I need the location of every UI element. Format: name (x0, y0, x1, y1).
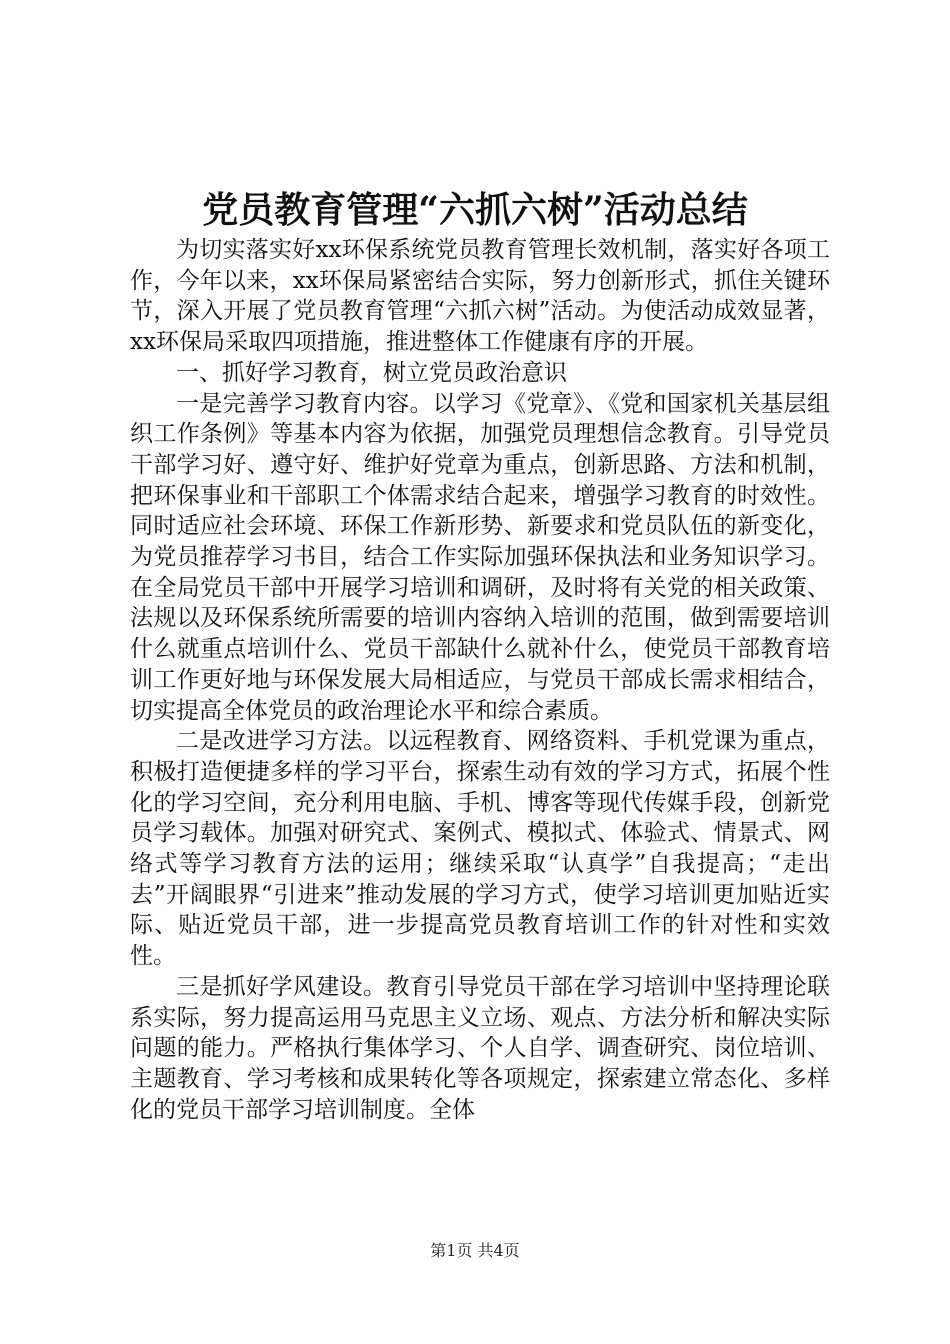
intro-paragraph: 为切实落实好xx环保系统党员教育管理长效机制，落实好各项工作，今年以来，xx环保局紧密结合实际，努力创新形式，抓住关键环节，深入开展了党员教育管理“六抓六树”活动。为使活动成效显著，xx环保局采取四项措施，推进整体工作健康有序的开展。 (130, 237, 830, 356)
document-title: 党员教育管理“六抓六树”活动总结 (202, 189, 748, 231)
document-body (130, 235, 830, 1125)
paragraph-learning-content: 一是完善学习教育内容。以学习《党章》、《党和国家机关基层组织工作条例》等基本内容为依据，加强党员理想信念教育。引导党员干部学习好、遵守好、维护好党章为重点，创新思路、方法和机制，把环保事业和干部职工个体需求结合起来，增强学习教育的时效性。同时适应社会环境、环保工作新形势、新要求和党员队伍的新变化，为党员推荐学习书目，结合工作实际加强环保执法和业务知识学习。在全局党员干部中开展学习培训和调研，及时将有关党的相关政策、法规以及环保系统所需要的培训内容纳入培训的范围，做到需要培训什么就重点培训什么、党员干部缺什么就补什么，使党员干部教育培训工作更好地与环保发展大局相适应，与党员干部成长需求相结合，切实提高全体党员的政治理论水平和综合素质。 (130, 390, 830, 724)
paragraph-learning-methods: 二是改进学习方法。以远程教育、网络资料、手机党课为重点，积极打造便捷多样的学习平台，探索生动有效的学习方式，拓展个性化的学习空间，充分利用电脑、手机、博客等现代传媒手段，创新党员学习载体。加强对研究式、案例式、模拟式、体验式、情景式、网络式等学习教育方法的运用；继续采取“认真学”自我提高；“走出去”开阔眼界“引进来”推动发展的学习方式，使学习培训更加贴近实际、贴近党员干部，进一步提高党员教育培训工作的针对性和实效性。 (130, 728, 830, 970)
page-number-footer: 第1页 共4页 (430, 1241, 520, 1260)
paragraph-study-style: 三是抓好学风建设。教育引导党员干部在学习培训中坚持理论联系实际，努力提高运用马克思主义立场、观点、方法分析和解决实际问题的能力。严格执行集体学习、个人自学、调查研究、岗位培训、主题教育、学习考核和成果转化等各项规定，探索建立常态化、多样化的党员干部学习培训制度。全体 (130, 973, 830, 1123)
section-heading-1: 一、抓好学习教育，树立党员政治意识 (176, 359, 567, 386)
